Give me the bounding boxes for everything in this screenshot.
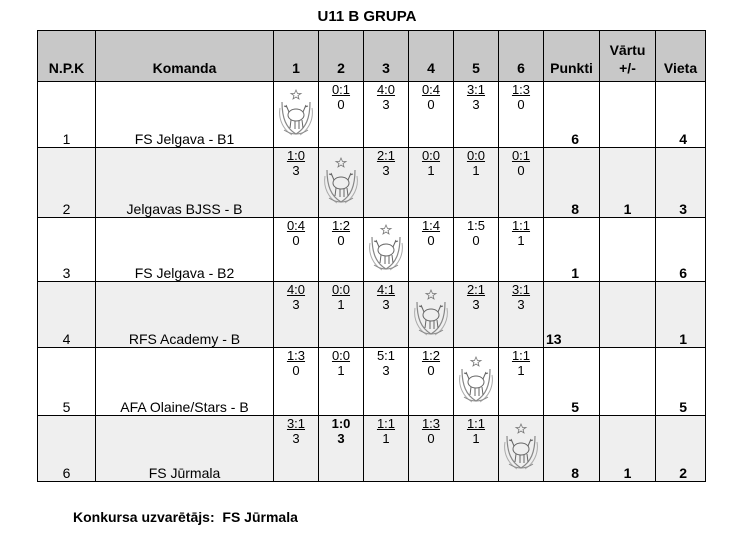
- crest-icon: [366, 223, 406, 273]
- match-score[interactable]: 4:0: [286, 282, 306, 297]
- match-points: 3: [292, 297, 300, 312]
- match-score: 1:5: [466, 218, 486, 233]
- final-place: 1: [656, 282, 706, 348]
- match-score[interactable]: 1:1: [511, 348, 531, 363]
- match-score[interactable]: 0:0: [466, 148, 486, 163]
- match-score[interactable]: 3:1: [286, 416, 306, 431]
- goal-difference: [600, 282, 656, 348]
- crest-icon: [456, 355, 496, 405]
- crest-icon: [411, 288, 451, 338]
- header-team: Komanda: [96, 31, 274, 82]
- match-points: 0: [517, 163, 525, 178]
- match-score[interactable]: 1:3: [286, 348, 306, 363]
- header-col-4: 4: [409, 31, 454, 82]
- match-score[interactable]: 1:2: [421, 348, 441, 363]
- header-col-6: 6: [499, 31, 544, 82]
- match-score[interactable]: 1:2: [331, 218, 351, 233]
- match-points: 3: [382, 163, 390, 178]
- crest-icon-cell: [499, 416, 544, 482]
- match-score[interactable]: 0:0: [421, 148, 441, 163]
- final-place: 6: [656, 218, 706, 282]
- match-result: [364, 348, 409, 416]
- match-result: [409, 348, 454, 416]
- crest-icon: [321, 156, 361, 206]
- winner-line: [73, 509, 298, 525]
- crest-icon: [501, 422, 541, 472]
- team-name: Jelgavas BJSS - B: [96, 148, 274, 218]
- goal-difference: [600, 348, 656, 416]
- match-points: 0: [427, 97, 435, 112]
- match-score[interactable]: 2:1: [466, 282, 486, 297]
- match-points: 0: [517, 97, 525, 112]
- match-result: [409, 148, 454, 218]
- match-points: 3: [337, 431, 345, 446]
- total-points: 13: [544, 282, 600, 348]
- match-result: [364, 82, 409, 148]
- header-npk: N.P.K: [38, 31, 96, 82]
- goal-difference: [600, 218, 656, 282]
- match-score[interactable]: 0:4: [421, 82, 441, 97]
- match-points: 0: [337, 97, 345, 112]
- match-result: [454, 416, 499, 482]
- total-points: 1: [544, 218, 600, 282]
- match-points: 3: [472, 97, 480, 112]
- row-number: 2: [38, 148, 96, 218]
- match-result: [499, 282, 544, 348]
- match-points: 1: [382, 431, 390, 446]
- match-result: [274, 218, 319, 282]
- match-score[interactable]: 3:1: [511, 282, 531, 297]
- total-points: 8: [544, 148, 600, 218]
- row-number: 6: [38, 416, 96, 482]
- match-points: 1: [337, 363, 345, 378]
- header-row: [38, 31, 706, 82]
- match-result: [454, 282, 499, 348]
- row-number: 1: [38, 82, 96, 148]
- match-score[interactable]: 0:1: [511, 148, 531, 163]
- winner-name: FS Jūrmala: [222, 509, 298, 525]
- team-name: FS Jelgava - B2: [96, 218, 274, 282]
- match-result: [319, 416, 364, 482]
- match-points: 1: [517, 233, 525, 248]
- team-name: FS Jelgava - B1: [96, 82, 274, 148]
- match-points: 3: [517, 297, 525, 312]
- table-row: [38, 82, 706, 148]
- match-score[interactable]: 1:3: [421, 416, 441, 431]
- table-row: [38, 282, 706, 348]
- team-name: RFS Academy - B: [96, 282, 274, 348]
- match-score[interactable]: 1:0: [286, 148, 306, 163]
- match-score[interactable]: 1:1: [466, 416, 486, 431]
- match-score[interactable]: 0:0: [331, 282, 351, 297]
- match-score: 5:1: [376, 348, 396, 363]
- crest-icon-cell: [364, 218, 409, 282]
- match-points: 0: [427, 233, 435, 248]
- page-title: U11 B GRUPA: [317, 8, 417, 25]
- total-points: 5: [544, 348, 600, 416]
- match-result: [364, 416, 409, 482]
- match-result: [319, 82, 364, 148]
- table-row: [38, 148, 706, 218]
- header-place: Vieta: [656, 31, 706, 82]
- match-result: [364, 282, 409, 348]
- match-score[interactable]: 0:0: [331, 348, 351, 363]
- team-name: AFA Olaine/Stars - B: [96, 348, 274, 416]
- match-result: [499, 218, 544, 282]
- match-score[interactable]: 1:3: [511, 82, 531, 97]
- match-result: [274, 348, 319, 416]
- match-score[interactable]: 2:1: [376, 148, 396, 163]
- match-score[interactable]: 1:1: [511, 218, 531, 233]
- match-score[interactable]: 1:4: [421, 218, 441, 233]
- table-row: [38, 218, 706, 282]
- match-score[interactable]: 3:1: [466, 82, 486, 97]
- team-name: FS Jūrmala: [96, 416, 274, 482]
- match-points: 1: [472, 431, 480, 446]
- match-result: [274, 416, 319, 482]
- crest-icon-cell: [409, 282, 454, 348]
- match-points: 1: [427, 163, 435, 178]
- match-points: 1: [337, 297, 345, 312]
- match-points: 3: [382, 97, 390, 112]
- match-result: [454, 148, 499, 218]
- match-result: [499, 348, 544, 416]
- match-result: [454, 82, 499, 148]
- header-col-2: 2: [319, 31, 364, 82]
- header-col-3: 3: [364, 31, 409, 82]
- match-result: [409, 218, 454, 282]
- match-points: 3: [382, 363, 390, 378]
- header-col-5: 5: [454, 31, 499, 82]
- table-row: [38, 416, 706, 482]
- table-row: [38, 348, 706, 416]
- match-result: [274, 148, 319, 218]
- match-score[interactable]: 0:1: [331, 82, 351, 97]
- match-points: 0: [472, 233, 480, 248]
- match-points: 3: [472, 297, 480, 312]
- goal-difference: 1: [600, 416, 656, 482]
- match-result: [274, 282, 319, 348]
- total-points: 6: [544, 82, 600, 148]
- goal-difference: 1: [600, 148, 656, 218]
- match-points: 0: [427, 431, 435, 446]
- header-goal-diff-line2: +/-: [619, 60, 636, 76]
- header-goal-diff: [600, 31, 656, 82]
- total-points: 8: [544, 416, 600, 482]
- header-goal-diff-line1: Vārtu: [609, 42, 646, 58]
- match-points: 1: [472, 163, 480, 178]
- match-points: 0: [292, 233, 300, 248]
- results-table: [37, 30, 706, 482]
- header-col-1: 1: [274, 31, 319, 82]
- crest-icon-cell: [454, 348, 499, 416]
- row-number: 5: [38, 348, 96, 416]
- row-number: 3: [38, 218, 96, 282]
- match-result: [499, 148, 544, 218]
- final-place: 2: [656, 416, 706, 482]
- goal-difference: [600, 82, 656, 148]
- match-score[interactable]: 1:1: [376, 416, 396, 431]
- winner-label: Konkursa uzvarētājs:: [73, 509, 215, 525]
- match-points: 0: [292, 363, 300, 378]
- match-result: [319, 218, 364, 282]
- match-points: 0: [427, 363, 435, 378]
- crest-icon: [276, 88, 316, 138]
- match-result: [319, 348, 364, 416]
- match-result: [409, 82, 454, 148]
- match-score[interactable]: 4:1: [376, 282, 396, 297]
- final-place: 4: [656, 82, 706, 148]
- match-result: [319, 282, 364, 348]
- match-points: 3: [382, 297, 390, 312]
- match-score[interactable]: 4:0: [376, 82, 396, 97]
- header-points: Punkti: [544, 31, 600, 82]
- crest-icon-cell: [274, 82, 319, 148]
- match-points: 3: [292, 431, 300, 446]
- crest-icon-cell: [319, 148, 364, 218]
- match-points: 3: [292, 163, 300, 178]
- match-points: 0: [337, 233, 345, 248]
- final-place: 3: [656, 148, 706, 218]
- match-points: 1: [517, 363, 525, 378]
- final-place: 5: [656, 348, 706, 416]
- match-result: [409, 416, 454, 482]
- match-result: [364, 148, 409, 218]
- row-number: 4: [38, 282, 96, 348]
- match-result: [454, 218, 499, 282]
- match-score: 1:0: [331, 416, 351, 431]
- match-score[interactable]: 0:4: [286, 218, 306, 233]
- match-result: [499, 82, 544, 148]
